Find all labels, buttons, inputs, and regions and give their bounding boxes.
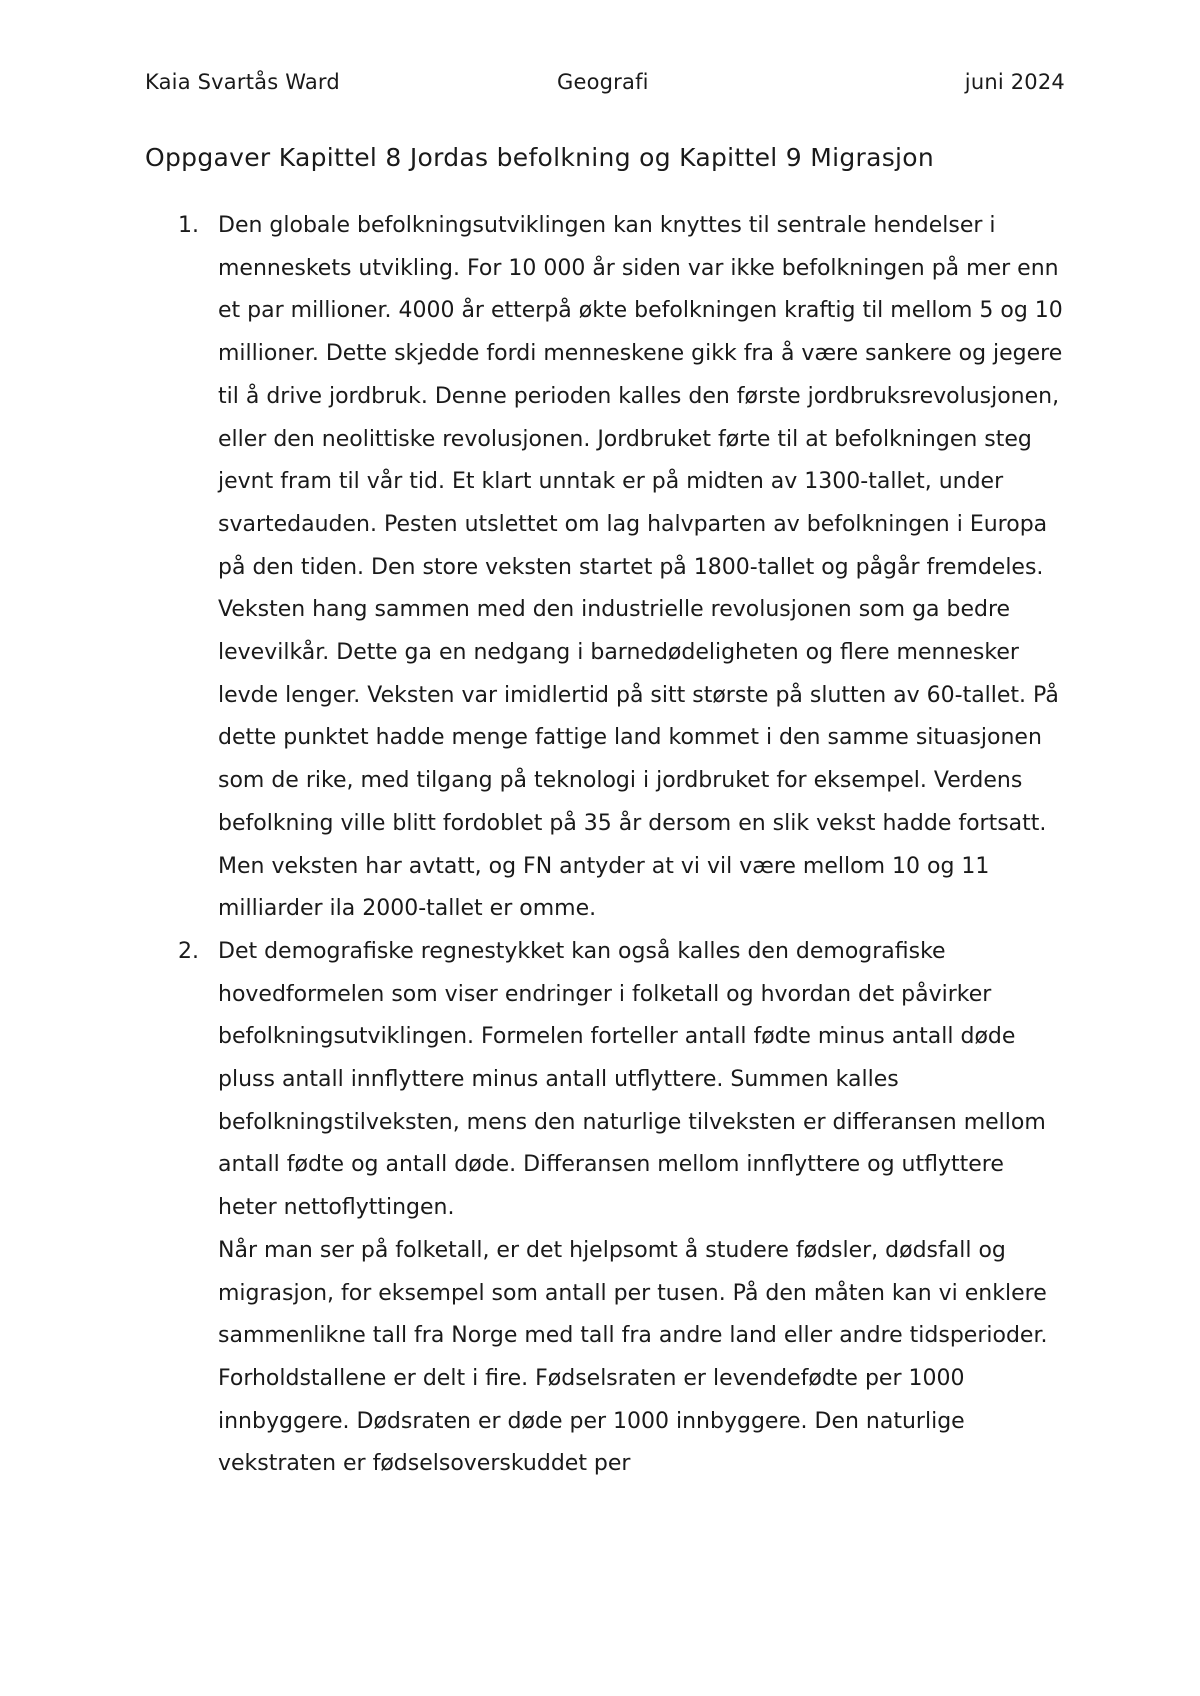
header-subject: Geografi	[557, 70, 649, 94]
task-number: 1.	[178, 213, 199, 238]
task-paragraph: Den globale befolkningsutviklingen kan knyttes til sentrale hendelser i menneskets utvikling. For 10 000 år siden var ikke befolkningen på mer enn et par millioner. 4000 år etterpå økte befolkningen kraftig til mellom 5 og 10 millioner. Dette skjedde fordi menneskene gikk fra å være sankere og jegere til å drive jordbruk. Denne perioden kalles den første jordbruksrevolusjonen, eller den neolittiske revolusjonen. Jordbruket førte til at befolkningen steg jevnt fram til vår tid. Et klart unntak er på midten av 1300-tallet, under svartedauden. Pesten utslettet om lag halvparten av befolkningen i Europa på den tiden. Den store veksten startet på 1800-tallet og pågår fremdeles. Veksten hang sammen med den industrielle revolusjonen som ga bedre levevilkår. Dette ga en nedgang i barnedødeligheten og flere mennesker levde lenger. Veksten var imidlertid på sitt største på slutten av 60-tallet. På dette punktet hadde menge fattige land kommet i den samme situasjonen som de rike, med tilgang på teknologi i jordbruket for eksempel. Verdens befolkning ville blitt fordoblet på 35 år dersom en slik vekst hadde fortsatt. Men veksten har avtatt, og FN antyder at vi vil være mellom 10 og 11 milliarder ila 2000-tallet er omme.	[218, 213, 1063, 922]
page-header	[145, 70, 1065, 100]
header-author: Kaia Svartås Ward	[145, 70, 340, 94]
header-date: juni 2024	[964, 70, 1065, 94]
task-list	[178, 205, 1068, 1486]
task-item	[178, 931, 1068, 1486]
document-title: Oppgaver Kapittel 8 Jordas befolkning og Kapittel 9 Migrasjon	[145, 143, 935, 172]
task-number: 2.	[178, 938, 199, 964]
task-paragraph: Det demografiske regnestykket kan også kalles den demografiske hovedformelen som viser endringer i folketall og hvordan det påvirker befolkningsutviklingen. Formelen forteller antall fødte minus antall døde pluss antall innflyttere minus antall utflyttere. Summen kalles befolkningstilveksten, mens den naturlige tilveksten er differansen mellom antall fødte og antall døde. Differansen mellom innflyttere og utflyttere heter nettoflyttingen.	[218, 938, 1046, 1221]
task-item	[178, 205, 1068, 931]
task-paragraph: Når man ser på folketall, er det hjelpsomt å studere fødsler, dødsfall og migrasjon, for eksempel som antall per tusen. På den måten kan vi enklere sammenlikne tall fra Norge med tall fra andre land eller andre tidsperioder. Forholdstallene er delt i fire. Fødselsraten er levendefødte per 1000 innbyggere. Dødsraten er døde per 1000 innbyggere. Den naturlige vekstraten er fødselsoverskuddet per	[218, 1237, 1048, 1477]
